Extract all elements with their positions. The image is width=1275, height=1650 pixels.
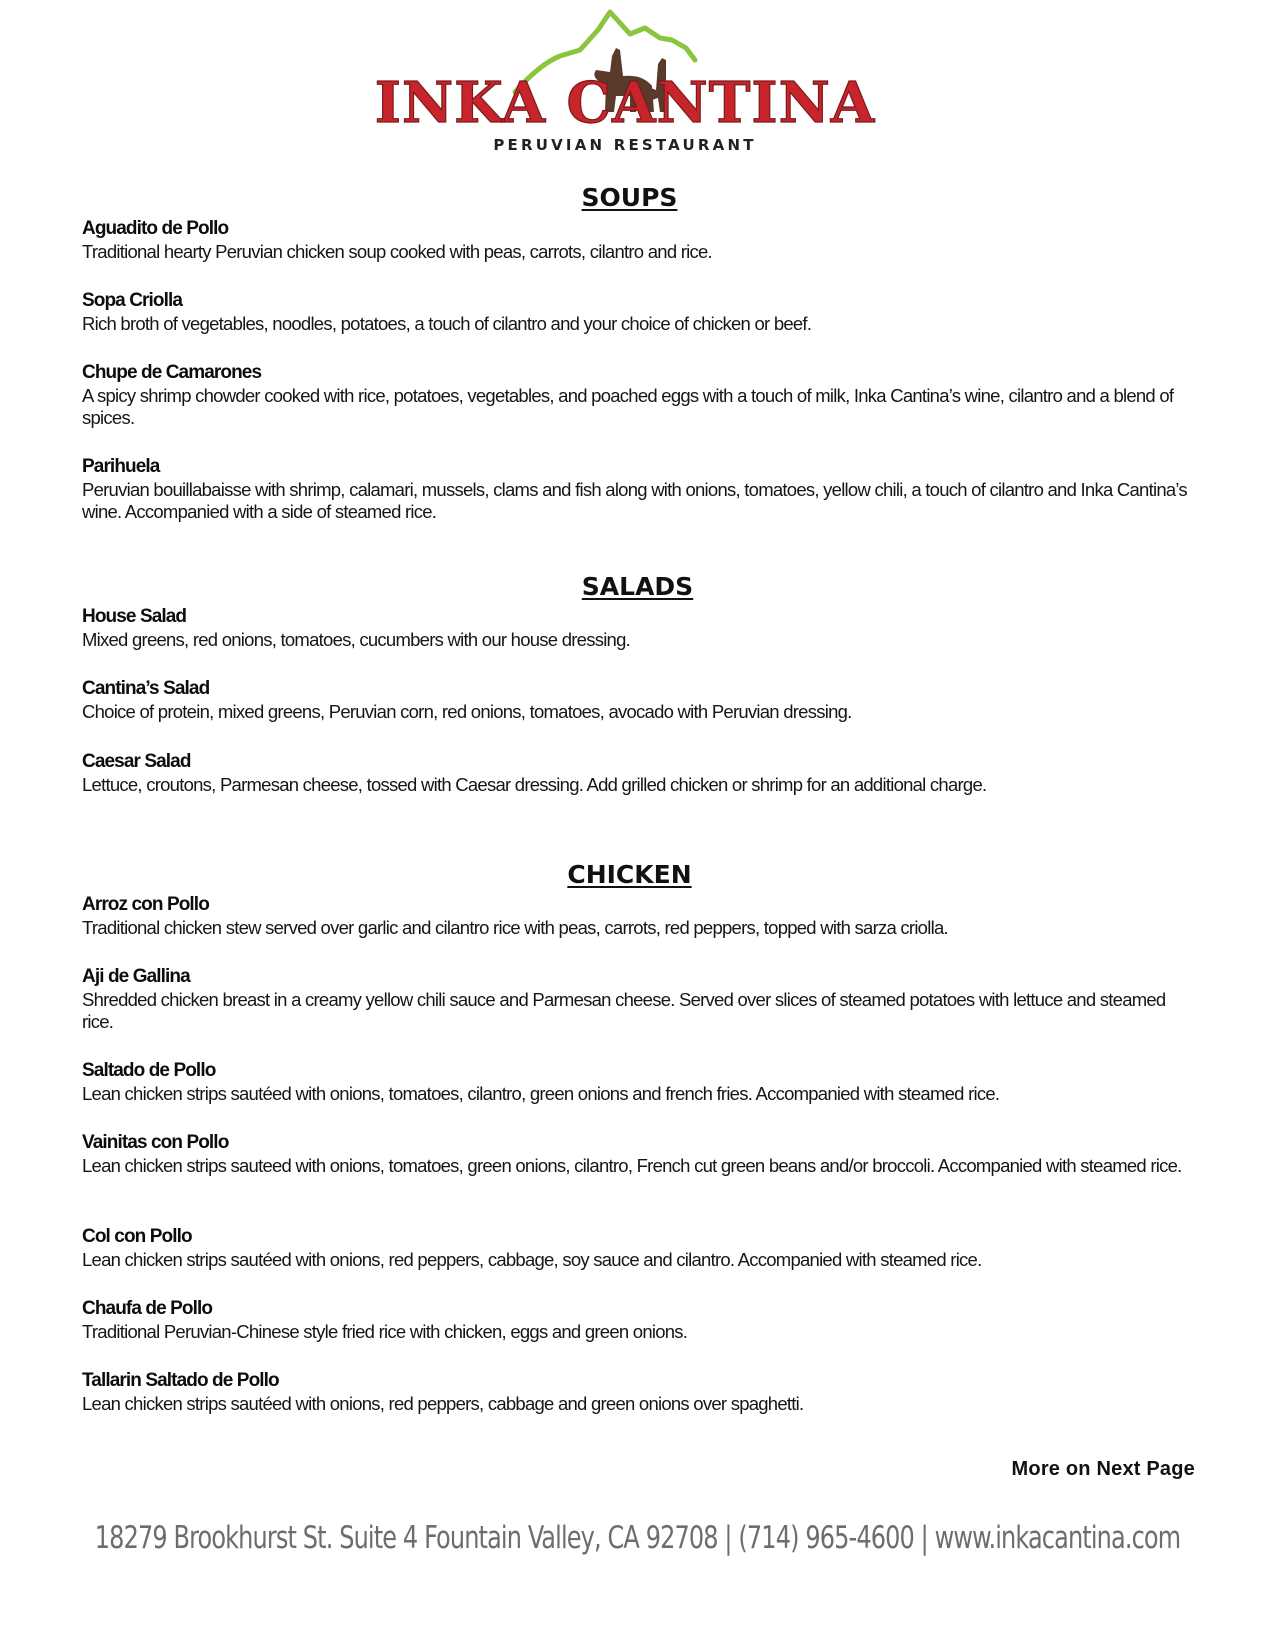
menu-item <box>82 1131 1197 1177</box>
item-name: Vainitas con Pollo <box>82 1132 229 1153</box>
item-description: Mixed greens, red onions, tomatoes, cucumbers with our house dressing. <box>82 629 631 650</box>
footer-contact: 18279 Brookhurst St. Suite 4 Fountain Valley, CA 92708 | (714) 965-4600 | www.inkacantina.com <box>94 1520 1181 1556</box>
menu-item <box>82 1369 1197 1415</box>
menu-item <box>82 1059 1197 1105</box>
section-title-salads: SALADS <box>581 572 694 601</box>
section-title-soups: SOUPS <box>581 183 678 212</box>
item-description: Traditional hearty Peruvian chicken soup cooked with peas, carrots, cilantro and rice. <box>82 241 712 262</box>
item-name: Tallarin Saltado de Pollo <box>82 1370 279 1391</box>
item-name: Sopa Criolla <box>82 290 183 311</box>
item-name: Col con Pollo <box>82 1226 192 1247</box>
restaurant-logo <box>374 4 876 160</box>
menu-item <box>82 677 1197 723</box>
more-on-next-page-note: More on Next Page <box>1011 1458 1195 1480</box>
item-description: Choice of protein, mixed greens, Peruvian corn, red onions, tomatoes, avocado with Peruvian dressing. <box>82 701 852 722</box>
item-name: Parihuela <box>82 456 160 477</box>
item-description: Lettuce, croutons, Parmesan cheese, tossed with Caesar dressing. Add grilled chicken or shrimp for an additional charge. <box>82 774 987 795</box>
item-description: Traditional Peruvian-Chinese style fried rice with chicken, eggs and green onions. <box>82 1321 688 1342</box>
item-name: Caesar Salad <box>82 751 191 772</box>
menu-item <box>82 750 1197 796</box>
menu-item <box>82 893 1197 939</box>
item-name: Cantina’s Salad <box>82 678 210 699</box>
menu-item <box>82 217 1197 263</box>
item-name: Arroz con Pollo <box>82 894 209 915</box>
item-description: A spicy shrimp chowder cooked with rice, potatoes, vegetables, and poached eggs with a touch of milk, Inka Cantina’s wine, cilantro and a blend of spices. <box>82 385 1174 428</box>
section-title-chicken: CHICKEN <box>567 860 692 889</box>
item-description: Rich broth of vegetables, noodles, potatoes, a touch of cilantro and your choice of chicken or beef. <box>82 313 812 334</box>
menu-item <box>82 965 1197 1033</box>
item-description: Lean chicken strips sautéed with onions, red peppers, cabbage, soy sauce and cilantro. Accompanied with steamed rice. <box>82 1249 982 1270</box>
brand-name: INKA CANTINA <box>374 70 876 136</box>
item-name: Aguadito de Pollo <box>82 218 229 239</box>
menu-item <box>82 289 1197 335</box>
item-description: Lean chicken strips sautéed with onions, tomatoes, cilantro, green onions and french fries. Accompanied with steamed rice. <box>82 1083 1000 1104</box>
menu-item <box>82 455 1197 523</box>
item-name: Chaufa de Pollo <box>82 1298 213 1319</box>
item-description: Lean chicken strips sautéed with onions, red peppers, cabbage and green onions over spaghetti. <box>82 1393 804 1414</box>
brand-tagline: PERUVIAN RESTAURANT <box>493 136 757 154</box>
logo-graphic <box>374 4 876 160</box>
item-name: Aji de Gallina <box>82 966 190 987</box>
item-description: Peruvian bouillabaisse with shrimp, calamari, mussels, clams and fish along with onions, tomatoes, yellow chili, a touch of cilantro and Inka Cantina’s wine. Accompanied with a side of steamed rice. <box>82 479 1187 522</box>
item-description: Traditional chicken stew served over garlic and cilantro rice with peas, carrots, red peppers, topped with sarza criolla. <box>82 917 948 938</box>
item-description: Lean chicken strips sauteed with onions, tomatoes, green onions, cilantro, French cut green beans and/or broccoli. Accompanied with steamed rice. <box>82 1155 1182 1176</box>
menu-item <box>82 605 1197 651</box>
item-name: House Salad <box>82 606 187 627</box>
menu-item <box>82 1297 1197 1343</box>
item-name: Saltado de Pollo <box>82 1060 216 1081</box>
menu-item <box>82 1225 1197 1271</box>
menu-item <box>82 361 1197 429</box>
item-name: Chupe de Camarones <box>82 362 262 383</box>
item-description: Shredded chicken breast in a creamy yellow chili sauce and Parmesan cheese. Served over slices of steamed potatoes with lettuce and steamed rice. <box>82 989 1166 1032</box>
